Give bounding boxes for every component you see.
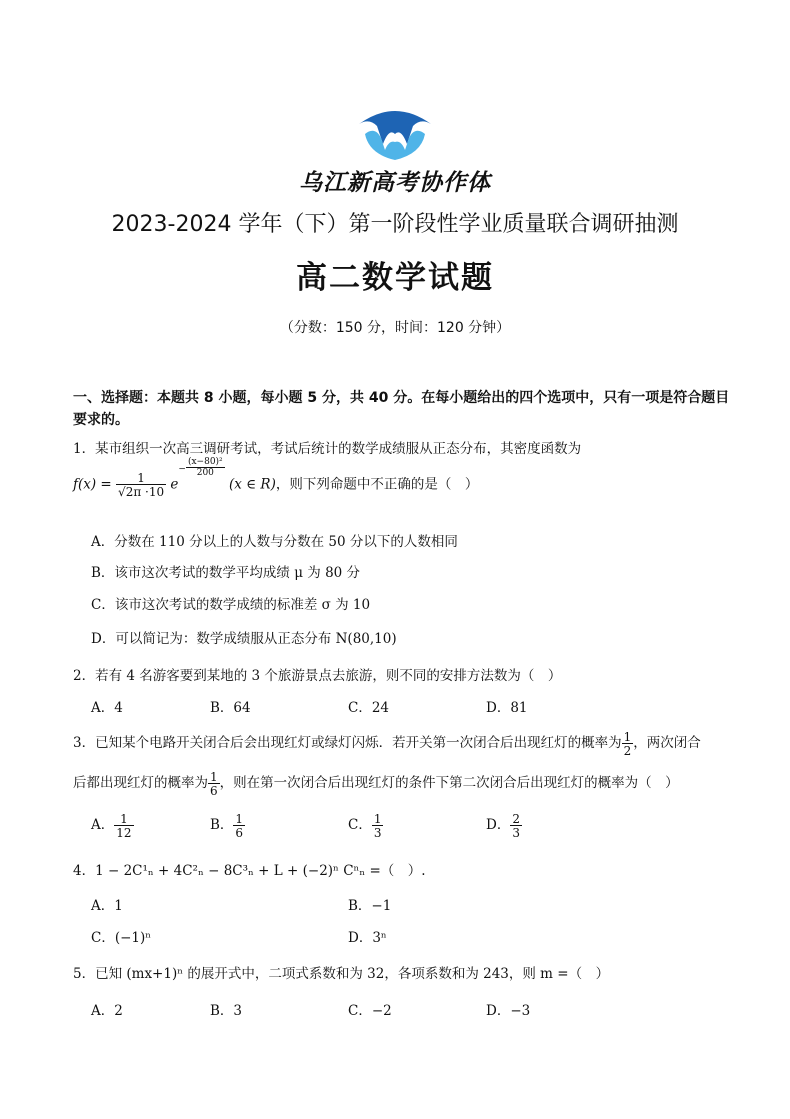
q2-option-d: D．81 — [486, 700, 528, 716]
q3-stem-line1 — [73, 725, 701, 761]
q4-stem: 4．1 − 2C¹ₙ + 4C²ₙ − 8C³ₙ + L + (−2)ⁿ Cⁿₙ =（ ）. — [73, 863, 426, 879]
q1-formula-exp-num: (x−80)² — [187, 457, 223, 467]
q3-option-d-den: 3 — [512, 825, 520, 840]
q2-stem: 2．若有 4 名游客要到某地的 3 个旅游景点去旅游，则不同的安排方法数为（ ） — [73, 668, 562, 684]
q3-stem-d: ，则在第一次闭合后出现红灯的条件下第二次闭合后出现红灯的概率为（ ） — [219, 775, 679, 791]
q1-option-c: C．该市这次考试的数学成绩的标准差 σ 为 10 — [91, 597, 371, 613]
q1-formula-lhs: f(x) = — [73, 476, 112, 493]
q3-option-d-label: D． — [486, 817, 511, 833]
q3-stem-line2 — [73, 765, 679, 801]
q3-option-b — [210, 808, 245, 842]
q5-option-c: C．−2 — [348, 1003, 392, 1019]
org-logo-icon — [355, 104, 435, 162]
q3-stem-a: 3．已知某个电路开关闭合后会出现红灯或绿灯闪烁．若开关第一次闭合后出现红灯的概率为 — [73, 735, 622, 751]
q1-formula-e: e — [170, 476, 179, 493]
q5-stem: 5．已知 (mx+1)ⁿ 的展开式中，二项式系数和为 32，各项系数和为 243，则 m =（ ） — [73, 966, 610, 982]
q3-option-c-num: 1 — [373, 811, 382, 826]
q1-formula-den: √2π ·10 — [118, 485, 165, 499]
q3-option-c — [348, 808, 383, 842]
q1-option-b: B．该市这次考试的数学平均成绩 μ 为 80 分 — [91, 565, 361, 581]
q3-option-b-label: B． — [210, 817, 234, 833]
q1-formula-fraction — [116, 472, 166, 498]
q1-option-a: A．分数在 110 分以上的人数与分数在 50 分以下的人数相同 — [91, 534, 458, 550]
subject-title: 高二数学试题 — [296, 260, 494, 296]
q3-option-b-num: 1 — [235, 811, 244, 826]
exam-meta: （分数：150 分，时间：120 分钟） — [279, 320, 511, 336]
q3-frac2 — [208, 771, 220, 797]
q3-option-c-label: C． — [348, 817, 372, 833]
q3-option-a-label: A． — [91, 817, 115, 833]
q3-option-b-frac — [233, 813, 245, 839]
q4-option-c: C．(−1)ⁿ — [91, 930, 152, 946]
q3-frac2-den: 6 — [210, 783, 218, 798]
q1-formula-domain: (x ∈ R) — [228, 476, 276, 493]
q1-formula-num: 1 — [116, 472, 166, 485]
q3-option-a-den: 12 — [116, 825, 132, 840]
q1-formula-exp-sign: − — [178, 464, 186, 475]
q3-option-b-den: 6 — [235, 825, 244, 840]
q2-option-a: A．4 — [91, 700, 123, 716]
q3-option-d-num: 2 — [512, 811, 520, 826]
q2-option-b: B．64 — [210, 700, 251, 716]
q3-frac1 — [622, 731, 634, 757]
exam-title: 2023-2024 学年（下）第一阶段性学业质量联合调研抽测 — [111, 212, 679, 237]
org-name: 乌江新高考协作体 — [299, 170, 491, 196]
q3-stem-c: 后都出现红灯的概率为 — [73, 775, 208, 791]
q4-option-b: B．−1 — [348, 898, 392, 914]
q1-stem-tail: ，则下列命题中不正确的是（ ） — [275, 476, 479, 493]
q3-option-a — [91, 808, 134, 842]
q3-option-a-num: 1 — [114, 813, 133, 826]
q5-option-b: B．3 — [210, 1003, 243, 1019]
q3-option-c-den: 3 — [373, 825, 382, 840]
q1-option-d: D．可以简记为：数学成绩服从正态分布 N(80,10) — [91, 631, 397, 647]
q3-option-d — [486, 808, 522, 842]
q1-stem: 1．某市组织一次高三调研考试，考试后统计的数学成绩服从正态分布，其密度函数为 — [73, 441, 582, 457]
q5-option-d: D．−3 — [486, 1003, 531, 1019]
q1-formula-exp-fraction — [186, 458, 225, 478]
q3-option-a-frac — [114, 813, 133, 839]
q2-option-c: C．24 — [348, 700, 390, 716]
section-heading: 一、选择题：本题共 8 小题，每小题 5 分，共 40 分。在每小题给出的四个选项中，只有一项是符合题目要求的。 — [73, 390, 730, 428]
q1-formula-exponent — [178, 458, 224, 478]
q3-frac1-den: 2 — [623, 743, 632, 758]
q5-option-a: A．2 — [91, 1003, 123, 1019]
q3-option-d-frac — [510, 813, 522, 839]
q1-formula — [73, 457, 479, 512]
q4-option-d: D．3ⁿ — [348, 930, 387, 946]
q3-stem-b: ，两次闭合 — [633, 735, 701, 751]
q3-option-c-frac — [372, 813, 384, 839]
q4-option-a: A．1 — [91, 898, 123, 914]
q3-frac1-num: 1 — [623, 729, 632, 744]
q1-formula-exp-den: 200 — [196, 468, 214, 478]
q3-frac2-num: 1 — [210, 769, 218, 784]
